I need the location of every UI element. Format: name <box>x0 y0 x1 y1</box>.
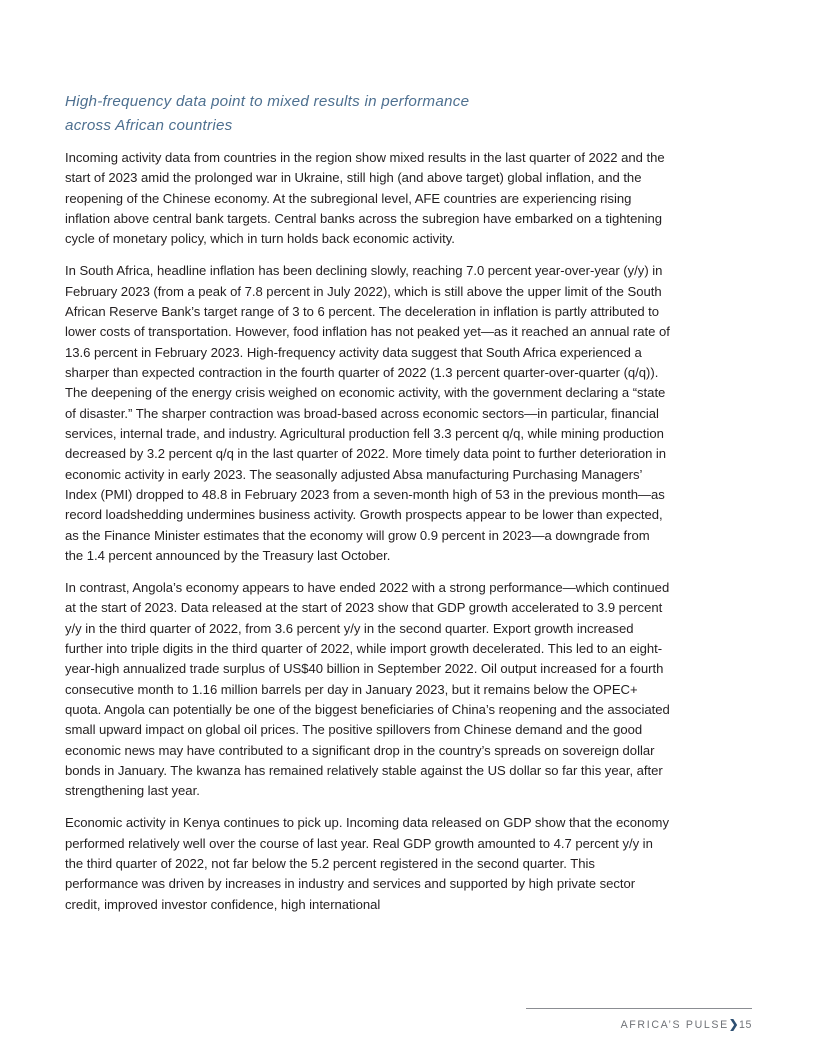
section-heading <box>65 90 625 137</box>
chevron-right-icon: ❯ <box>728 1019 740 1031</box>
page-content <box>65 90 671 915</box>
body-paragraph-1: Incoming activity data from countries in the region show mixed results in the last quarter of 2022 and the start of 2023 amid the prolonged war in Ukraine, still high (and above target) global inflation, and the reopening of the Chinese economy. At the subregional level, AFE countries are experiencing rising inflation above central bank targets. Central banks across the subregion have embarked on a tightening cycle of monetary policy, which in turn holds back economic activity. <box>65 150 665 247</box>
footer-publication-title: AFRICA’S PULSE <box>620 1019 729 1031</box>
footer-label <box>426 1017 752 1031</box>
section-heading-line-2: across African countries <box>65 116 233 134</box>
footer-divider <box>526 1008 752 1009</box>
body-paragraph-2: In South Africa, headline inflation has been declining slowly, reaching 7.0 percent year-over-year (y/y) in February 2023 (from a peak of 7.8 percent in July 2022), which is still above the upper limit of the South African Reserve Bank’s target range of 3 to 6 percent. The deceleration in inflation is partly attributed to lower costs of transportation. However, food inflation has not peaked yet—as it reached an annual rate of 13.6 percent in February 2023. High-frequency activity data suggest that South Africa experienced a sharper than expected contraction in the fourth quarter of 2022 (1.3 percent quarter-over-quarter (q/q)). The deepening of the energy crisis weighed on economic activity, with the government declaring a “state of disaster.” The sharper contraction was broad-based across economic sectors—in particular, financial services, internal trade, and industry. Agricultural production fell 3.3 percent q/q, while mining production decreased by 3.2 percent q/q in the last quarter of 2022. More timely data point to further deterioration in economic activity in early 2023. The seasonally adjusted Absa manufacturing Purchasing Managers’ Index (PMI) dropped to 48.8 in February 2023 from a seven-month high of 53 in the previous month—as record loadshedding undermines business activity. Growth prospects appear to be lower than expected, as the Finance Minister estimates that the economy will grow 0.9 percent in 2023—a downgrade from the 1.4 percent announced by the Treasury last October. <box>65 263 670 564</box>
page-footer <box>0 1008 816 1048</box>
section-heading-line-1: High-frequency data point to mixed results in performance <box>65 93 470 110</box>
body-paragraph-4: Economic activity in Kenya continues to pick up. Incoming data released on GDP show that the economy performed relatively well over the course of last year. Real GDP growth amounted to 4.7 percent y/y in the third quarter of 2022, not far below the 5.2 percent registered in the second quarter. This performance was driven by increases in industry and services and supported by high private sector credit, improved investor confidence, high international <box>65 815 669 912</box>
page-number: 15 <box>739 1019 752 1031</box>
body-paragraph-3: In contrast, Angola’s economy appears to have ended 2022 with a strong performance—which continued at the start of 2023. Data released at the start of 2023 show that GDP growth accelerated to 3.9 percent y/y in the third quarter of 2022, from 3.6 percent y/y in the second quarter. Export growth increased further into triple digits in the third quarter of 2022, while import growth decelerated. This led to an eight-year-high annualized trade surplus of US$40 billion in September 2022. Oil output increased for a fourth consecutive month to 1.16 million barrels per day in January 2023, but it remains below the OPEC+ quota. Angola can potentially be one of the biggest beneficiaries of China’s reopening and the associated small upward impact on global oil prices. The positive spillovers from Chinese demand and the good economic news may have contributed to a significant drop in the country’s spreads on sovereign dollar bonds in January. The kwanza has remained relatively stable against the US dollar so far this year, after strengthening last year. <box>65 579 670 799</box>
